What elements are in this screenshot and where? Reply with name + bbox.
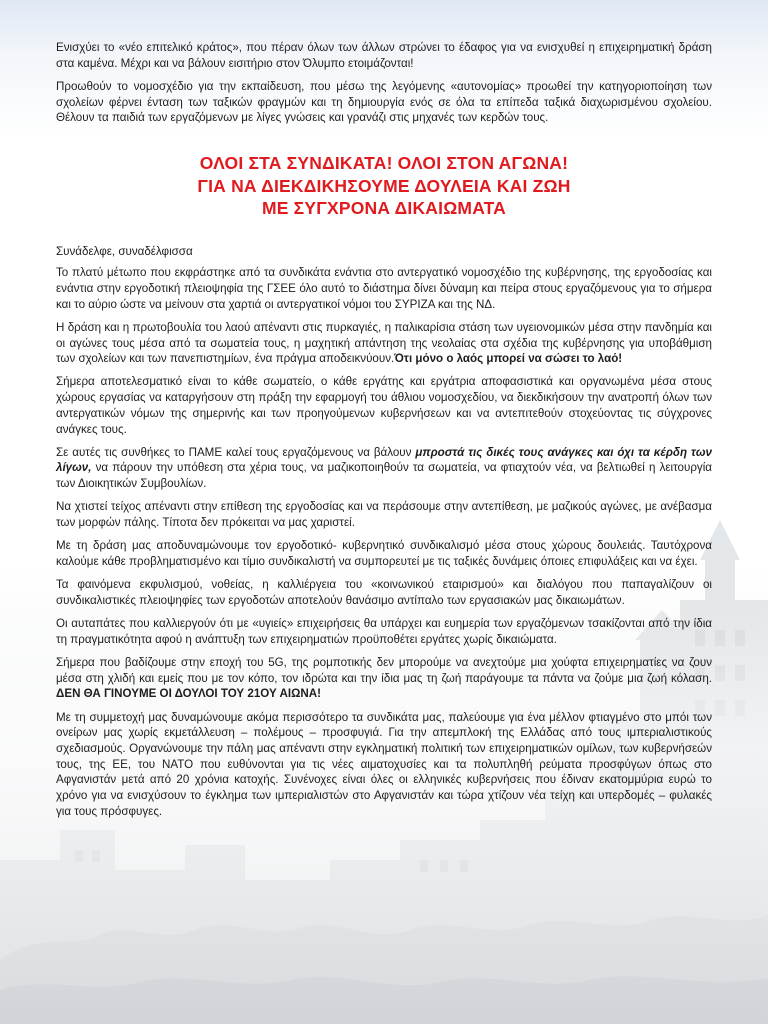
- headline: [56, 152, 712, 220]
- intro-paragraph-2: Προωθούν το νομοσχέδιο για την εκπαίδευση, που μέσω της λεγόμενης «αυτονομίας» προωθεί την κατηγοριοποίηση των σχολείων φέρνει ένταση των ταξικών φραγμών και τη δημιουργία ενός σε όλα τα επίπεδα ταξικά διαχωρισμένου σχολείου. Θέλουν τα παιδιά των εργαζόμενων με λίγες γνώσεις και γρανάζι στις μηχανές των κερδών τους.: [56, 79, 712, 125]
- body-paragraph-9-emphasis: ΔΕΝ ΘΑ ΓΙΝΟΥΜΕ ΟΙ ΔΟΥΛΟΙ ΤΟΥ 21ΟΥ ΑΙΩΝΑ!: [56, 687, 322, 701]
- body-paragraph-2-text: Η δράση και η πρωτοβουλία του λαού απέναντι στις πυρκαγιές, η παλικαρίσια στάση των υγειονομικών μέσα στην πανδημία και οι αγώνες τους μέσα από τα σωματεία τους, η μαχητική απάντηση της νεολαίας στα σχέδια της κυβέρνησης για υποβάθμιση των σχολείων και των πανεπιστημίων, ένα πράγμα αποδεικνύουν.: [56, 320, 712, 366]
- body-paragraph-1: Το πλατύ μέτωπο που εκφράστηκε από τα συνδικάτα ενάντια στο αντεργατικό νομοσχέδιο της κυβέρνησης, της εργοδοσίας και ενάντια στην εργοδοτική πλειοψηφία της ΓΣΕΕ όλο αυτό το διάστημα δίνει δύναμη και πείρα στους εργαζόμενους για το σήμερα και το αύριο ώστε να μείνουν στα χαρτιά οι αντεργατικοί νόμοι του ΣΥΡΙΖΑ και της ΝΔ.: [56, 266, 712, 311]
- greeting: Συνάδελφε, συναδέλφισσα: [56, 244, 193, 258]
- flyer-content: [56, 40, 712, 827]
- body-paragraph-5: Να χτιστεί τείχος απέναντι στην επίθεση της εργοδοσίας και να περάσουμε στην αντεπίθεση, με μαζικούς αγώνες, με ανέβασμα των μορφών πάλης. Τίποτα δεν πρόκειται να μας χαριστεί.: [56, 500, 712, 530]
- body-paragraph-6: Με τη δράση μας αποδυναμώνουμε τον εργοδοτικό- κυβερνητικό συνδικαλισμό μέσα στους χώρους δουλειάς. Ταυτόχρονα καλούμε κάθε προβληματισμένο και τίμιο συνδικαλιστή να συμπορευτεί με τις ταξικές δυνάμεις όποιες επιφυλάξεις και να έχει.: [56, 539, 712, 568]
- body-paragraph-4: [56, 445, 712, 492]
- body-paragraph-9-text: Σήμερα που βαδίζουμε στην εποχή του 5G, της ρομποτικής δεν μπορούμε να ανεχτούμε μια χούφτα επιχειρηματίες να ζουν μέσα στη χλιδή και εμείς που με τον κόπο, τον ιδρώτα και την ίδια μας τη ζωή παράγουμε τα πάντα να ζούμε μια ζωή κόλαση.: [56, 655, 712, 685]
- body-paragraph-9: [56, 655, 712, 702]
- body-paragraph-4-text-b: να πάρουν την υπόθεση στα χέρια τους, να μαζικοποιηθούν τα σωματεία, να φτιαχτούν νέα, να βελτιωθεί η λειτουργία των Διοικητικών Συμβουλίων.: [56, 461, 712, 491]
- body-paragraph-8: Οι αυταπάτες που καλλιεργούν ότι με «υγιείς» επιχειρήσεις θα υπάρχει και ευημερία των εργαζόμενων τσακίζονται από την ίδια τη πραγματικότητα αφού η ανάπτυξη των επιχειρηματιών προϋποθέτει εργάτες χωρίς δικαιώματα.: [56, 617, 712, 646]
- body-paragraph-7: Τα φαινόμενα εκφυλισμού, νοθείας, η καλλιέργεια του «κοινωνικού εταιρισμού» και διαλόγου που παπαγαλίζουν οι συνδικαλιστικές πλειοψηφίες των εργοδοτών αποτελούν θανάσιμο αντίπαλο των εργασιακών μας δικαιωμάτων.: [56, 578, 712, 607]
- letter-body: [56, 244, 712, 820]
- body-paragraph-3: Σήμερα αποτελεσματικό είναι το κάθε σωματείο, ο κάθε εργάτης και εργάτρια αποφασιστικά και οργανωμένα μέσα στους χώρους εργασίας να καταργήσουν στη πράξη την εφαρμογή του άθλιου νομοσχεδίου, να διεκδικήσουν την ανατροπή όλων των αντεργατικών νόμων της σημερινής και των προηγούμενων κυβερνήσεων και να αντεπιτεθούν στοχεύοντας τις σύγχρονες ανάγκες τους.: [56, 375, 712, 436]
- headline-line-2: ΓΙΑ ΝΑ ΔΙΕΚΔΙΚΗΣΟΥΜΕ ΔΟΥΛΕΙΑ ΚΑΙ ΖΩΗ: [197, 175, 571, 196]
- headline-line-3: ΜΕ ΣΥΓΧΡΟΝΑ ΔΙΚΑΙΩΜΑΤΑ: [261, 198, 507, 219]
- body-paragraph-10: Με τη συμμετοχή μας δυναμώνουμε ακόμα περισσότερο τα συνδικάτα μας, παλεύουμε για ένα μέλλον φτιαγμένο στο μπόι των ονείρων μας χωρίς εκμετάλλευση – πολέμους – προσφυγιά. Για την απεμπλοκή της Ελλάδας από τους ιμπεριαλιστικούς σχεδιασμούς. Οργανώνουμε την πάλη μας απέναντι στην εγκληματική πολιτική των επιχειρηματικών ομίλων, των κυβερνήσεών τους, της ΕΕ, του ΝΑΤΟ που ευθύνονται για τις νέες αιματοχυσίες και τα πολυπληθή ρεύματα προσφύγων όπως στο Αφγανιστάν μετά από 20 χρόνια κατοχής. Συνένοχες είναι όλες οι ελληνικές κυβερνήσεις που έδιναν εκατομμύρια ευρώ το χρόνο για να ενισχύσουν το έγκλημα των ιμπεριαλιστών στο Αφγανιστάν και τώρα χτίζουν νέα τείχη και υπερδομές – φυλακές για τους πρόσφυγες.: [56, 710, 712, 818]
- intro-paragraph-1: Ενισχύει το «νέο επιτελικό κράτος», που πέραν όλων των άλλων στρώνει το έδαφος για να ενισχυθεί η επιχειρηματική δράση στα καμένα. Μέχρι και να βάλουν εισιτήριο στον Όλυμπο ετοιμάζονται!: [56, 41, 712, 70]
- body-paragraph-2-emphasis: Ότι μόνο ο λαός μπορεί να σώσει το λαό!: [394, 352, 623, 366]
- body-paragraph-2: [56, 320, 712, 367]
- body-paragraph-4-emphasis: μπροστά τις δικές τους ανάγκες και όχι τα κέρδη των λίγων,: [56, 445, 713, 475]
- body-paragraph-4-text-a: Σε αυτές τις συνθήκες το ΠΑΜΕ καλεί τους εργαζόμενους να βάλουν: [56, 445, 416, 459]
- intro-section: [56, 40, 712, 126]
- headline-line-1: ΟΛΟΙ ΣΤΑ ΣΥΝΔΙΚΑΤΑ! ΟΛΟΙ ΣΤΟΝ ΑΓΩΝΑ!: [199, 153, 569, 174]
